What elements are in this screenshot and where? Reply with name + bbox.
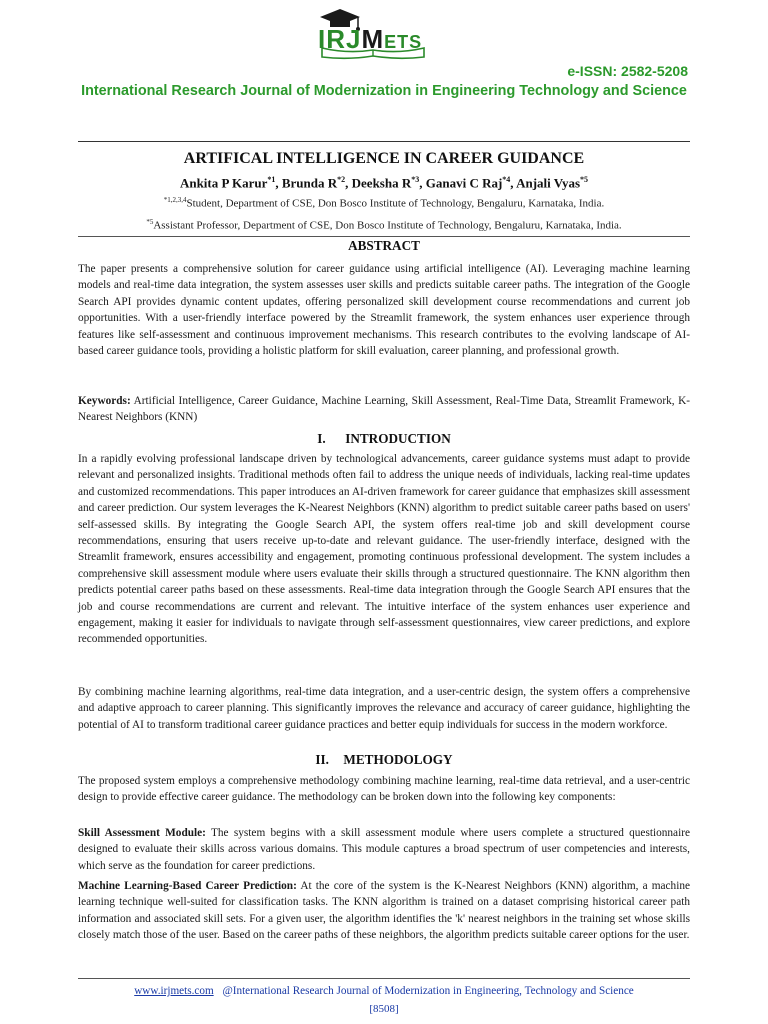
skill-assessment-paragraph: Skill Assessment Module: The system begins with a skill assessment module where users complete a structured questionnaire designed to evaluate their skills across various domains. This module captures a broad spectrum of user competencies and interests, which serve as the foundation for career predictions.	[78, 827, 690, 872]
header-divider	[78, 141, 690, 142]
ml-prediction-paragraph: Machine Learning-Based Career Prediction: At the core of the system is the K-Nearest Neighbors (KNN) algorithm, a machine learning technique well-suited for classification tasks. The KNN algorithm is trained on a dataset comprising historical career path information and associated skill sets. For a given user, the algorithm identifies the 'k' nearest neighbors in the training set whose skills closely match those of the user. Based on the career paths of these neighbors, the algorithm predicts suitable career options for the user.	[78, 880, 690, 942]
issn-label: e-ISSN: 2582-5208	[567, 63, 688, 79]
affiliation-students: $^{*1,2,3,4}$Student, Department of CSE, Don Bosco Institute of Technology, Bengaluru, Karnataka, India.	[163, 196, 605, 210]
page-number: [8508]	[369, 1003, 399, 1015]
author-name: Ankita P Karur	[179, 175, 268, 191]
copyright-text: @International Research Journal of Modernization in Engineering, Technology and Science	[222, 985, 634, 997]
keywords-list: Artificial Intelligence, Career Guidance, Machine Learning, Skill Assessment, Real-Time Data, Streamlit Framework, K-Nearest Neighbors (KNN)	[78, 395, 690, 424]
introduction-paragraph-2: By combining machine learning algorithms, real-time data integration, and a user-centric design, the system offers a comprehensive and adaptive approach to career planning. This significantly improves the relevance and accuracy of career guidance, highlighting the potential of AI to transform traditional career guidance practices and better equip individuals for success in the modern workforce.	[78, 686, 690, 731]
author-name: Anjali Vyas	[516, 175, 581, 191]
open-book-icon	[318, 46, 428, 60]
journal-website-link[interactable]: www.irjmets.com	[134, 985, 214, 997]
author-name: Brunda R	[281, 175, 338, 191]
footer-divider	[78, 978, 690, 979]
abstract-heading: ABSTRACT	[348, 238, 420, 253]
author-name: Ganavi C Raj	[425, 175, 503, 191]
journal-name: International Research Journal of Modernization in Engineering Technology and Science	[81, 83, 687, 99]
journal-logo	[318, 8, 458, 56]
author-name: Deeksha R	[351, 175, 412, 191]
keywords	[78, 393, 690, 426]
logo-wordmark: IRJMETS	[318, 24, 423, 54]
methodology-paragraph-1: The proposed system employs a comprehensive methodology combining machine learning, real-time data retrieval, and a user-centric design to provide effective career guidance. The methodology can be broken down into the following key components:	[78, 775, 690, 804]
section-heading-introduction: I. INTRODUCTION	[317, 431, 451, 446]
keywords-label: Keywords:	[78, 395, 131, 407]
affiliation-professor: $^{*5}$Assistant Professor, Department of CSE, Don Bosco Institute of Technology, Bengaluru, Karnataka, India.	[146, 218, 622, 232]
paper-title: ARTIFICAL INTELLIGENCE IN CAREER GUIDANCE	[183, 150, 585, 167]
abstract-divider	[78, 236, 690, 237]
author-list: Ankita P Karur$^{*1}$, Brunda $R^{*2}$, Deeksha $R^{*3}$, Ganavi C Raj$^{*4}$, Anjali Vyas$^{*5}$	[179, 175, 589, 191]
introduction-paragraph-1: In a rapidly evolving professional landscape driven by technological advancements, career guidance systems must adapt to provide relevant and personalized insights. Traditional methods often fail to address the unique needs of individuals, lacking real-time updates and customized recommendations. This paper introduces an AI-driven framework for career guidance that emphasizes skill assessment and career prediction. Our system leverages the K-Nearest Neighbors (KNN) algorithm to predict suitable career paths based on users' self-assessed skills. By integrating the Google Search API, the system offers real-time job and skill development course recommendations, ensuring that users receive up-to-date and relevant guidance. The user-friendly interface, designed with the Streamlit framework, ensures accessibility and engagement, promoting continuous professional development. The system includes a comprehensive skill assessment module where users evaluate their skills through a structured questionnaire. The KNN algorithm then predicts potential career paths based on these assessments. Real-time data integration through the Google Search API ensures that the job and course recommendations are current and relevant. The intuitive interface of the system enhances user experience and engagement, making it easier for individuals to navigate through self-assessment questionnaires, view career predictions, and explore recommended opportunities.	[78, 453, 690, 646]
abstract-text: The paper presents a comprehensive solution for career guidance using artificial intelligence (AI). Leveraging machine learning models and real-time data integration, the system assesses user skills and predicts suitable career paths. The integration of the Google Search API provides dynamic content updates, offering personalized skill development course recommendations and current job opportunities. With a user-friendly interface powered by the Streamlit framework, the system enhances user experience through features like self-assessment and continuous improvement mechanisms. This research contributes to the evolving landscape of AI-based career guidance tools, providing a holistic platform for skill evaluation, career planning, and professional growth.	[78, 263, 690, 358]
section-heading-methodology: II. METHODOLOGY	[315, 752, 453, 767]
footer	[0, 985, 768, 997]
